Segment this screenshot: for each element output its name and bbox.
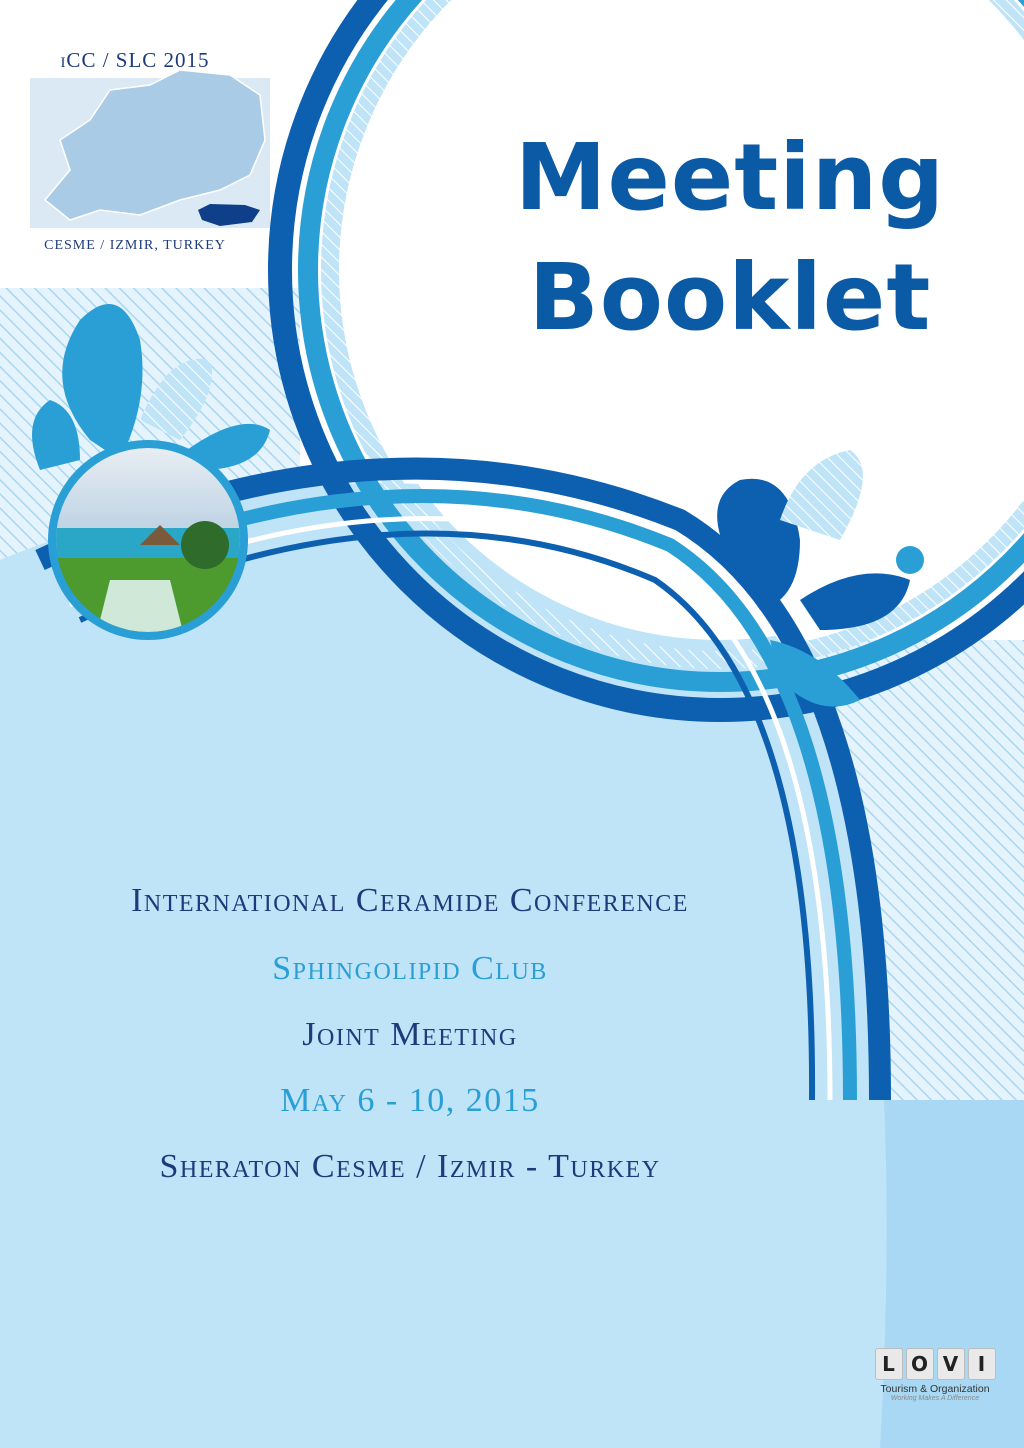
logo-letter: V [937, 1348, 965, 1380]
logo-letter: I [968, 1348, 996, 1380]
club-name: Sphingolipid Club [272, 950, 548, 987]
title-line-2: Booklet [528, 244, 932, 351]
title-line-1: Meeting [514, 124, 946, 231]
logo-tagline: Working Makes A Difference [890, 1395, 980, 1402]
lovi-logo [870, 1348, 1000, 1402]
logo-tiles [870, 1348, 1000, 1380]
meeting-venue: Sheraton Cesme / Izmir - Turkey [159, 1148, 661, 1185]
conference-name: International Ceramide Conference [131, 882, 689, 919]
meeting-dates: May 6 - 10, 2015 [280, 1082, 540, 1119]
meeting-type: Joint Meeting [302, 1016, 518, 1053]
logo-name: Tourism & Organization [880, 1383, 990, 1395]
emblem-location: CESME / IZMIR, TURKEY [44, 238, 226, 253]
logo-letter: O [906, 1348, 934, 1380]
logo-letter: L [875, 1348, 903, 1380]
page-title [470, 118, 990, 358]
emblem-title: iCC / SLC 2015 [60, 48, 210, 72]
